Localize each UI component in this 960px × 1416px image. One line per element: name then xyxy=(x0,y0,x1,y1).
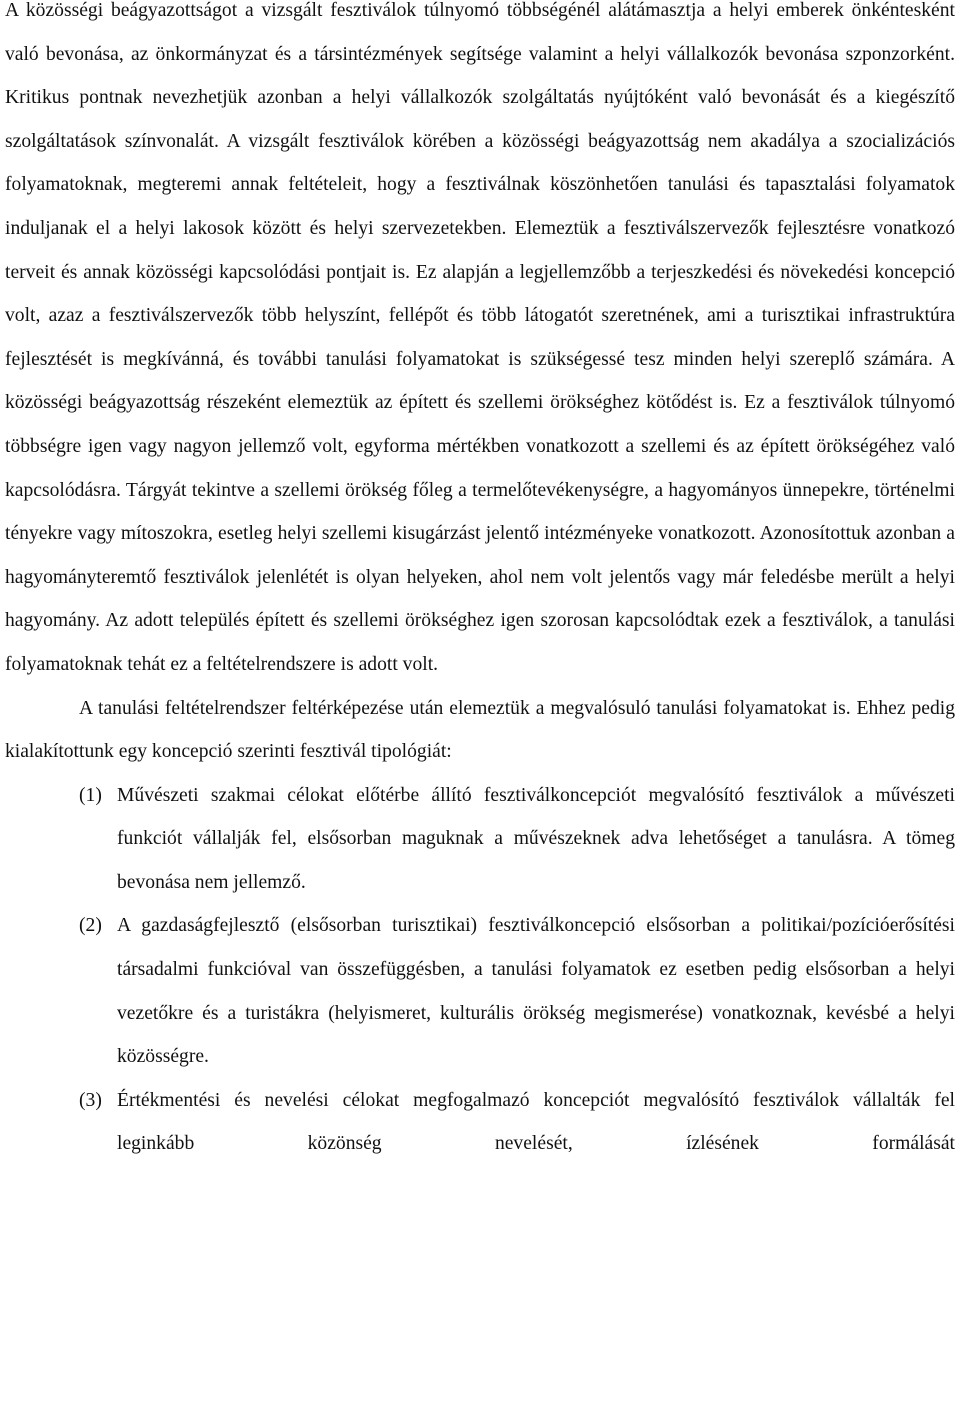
paragraph-community-embeddedness: A közösségi beágyazottságot a vizsgált fesztiválok túlnyomó többségénél alátámasztja a helyi emberek önkéntesként való bevonása, az önkormányzat és a társintézmények segítsége valamint a helyi vállalkozók bevonása szponzorként. Kritikus pontnak nevezhetjük azonban a helyi vállalkozók szolgáltatás nyújtóként való bevonását és a kiegészítő szolgáltatások színvonalát. A vizsgált fesztiválok körében a közösségi beágyazottság nem akadálya a szocializációs folyamatoknak, megteremi annak feltételeit, hogy a fesztiválnak köszönhetően tanulási és tapasztalási folyamatok induljanak el a helyi lakosok között és helyi szervezetekben. Elemeztük a fesztiválszervezők fejlesztésre vonatkozó terveit és annak közösségi kapcsolódási pontjait is. Ez alapján a legjellemzőbb a terjeszkedési és növekedési koncepció volt, azaz a fesztiválszervezők több helyszínt, fellépőt és több látogatót szeretnének, ami a turisztikai infrastruktúra fejlesztését is megkívánná, és további tanulási folyamatokat is szükségessé tesz minden helyi szereplő számára. A közösségi beágyazottság részeként elemeztük az épített és szellemi örökséghez kötődést is. Ez a fesztiválok túlnyomó többségre igen vagy nagyon jellemző volt, egyforma mértékben vonatkozott a szellemi és az épített örökségéhez való kapcsolódásra. Tárgyát tekintve a szellemi örökség főleg a termelőtevékenységre, a hagyományos ünnepekre, történelmi tényekre vagy mítoszokra, esetleg helyi szellemi kisugárzást jelentő intézményeke vonatkozott. Azonosítottuk azonban a hagyományteremtő fesztiválok jelenlétét is olyan helyeken, ahol nem volt jelentős vagy már feledésbe merült a helyi hagyomány. Az adott település épített és szellemi örökséghez igen szorosan kapcsolódtak ezek a fesztiválok, a tanulási folyamatoknak tehát ez a feltételrendszere is adott volt. xyxy=(5,0,955,675)
document-page xyxy=(5,0,955,1166)
list-item-text: Értékmentési és nevelési célokat megfogalmazó koncepciót megvalósító fesztiválok vállalták fel leginkább közönség nevelését, ízlésének formálását xyxy=(117,1089,955,1155)
list-item-text: Művészeti szakmai célokat előtérbe állító fesztiválkoncepciót megvalósító fesztiválok a művészeti funkciót vállalják fel, elsősorban maguknak a művészeknek adva lehetőséget a tanulásra. A tömeg bevonása nem jellemző. xyxy=(117,784,955,893)
list-item-text: A gazdaságfejlesztő (elsősorban turisztikai) fesztiválkoncepció elsősorban a politikai/pozícióerősítési társadalmi funkcióval van összefüggésben, a tanulási folyamatok ez esetben pedig elsősorban a helyi vezetőkre és a turistákra (helyismeret, kulturális örökség megismerése) vonatkoznak, kevésbé a helyi közösségre. xyxy=(117,915,955,1068)
list-item xyxy=(5,904,955,1078)
list-item-number: (2) xyxy=(79,915,102,937)
list-item xyxy=(5,1079,955,1166)
paragraph-typology-intro: A tanulási feltételrendszer feltérképezése után elemeztük a megvalósuló tanulási folyamatokat is. Ehhez pedig kialakítottunk egy koncepció szerinti fesztivál tipológiát: xyxy=(5,697,955,763)
list-item-number: (1) xyxy=(79,784,102,806)
list-item xyxy=(5,774,955,905)
typology-list xyxy=(5,774,955,1166)
list-item-number: (3) xyxy=(79,1089,102,1111)
